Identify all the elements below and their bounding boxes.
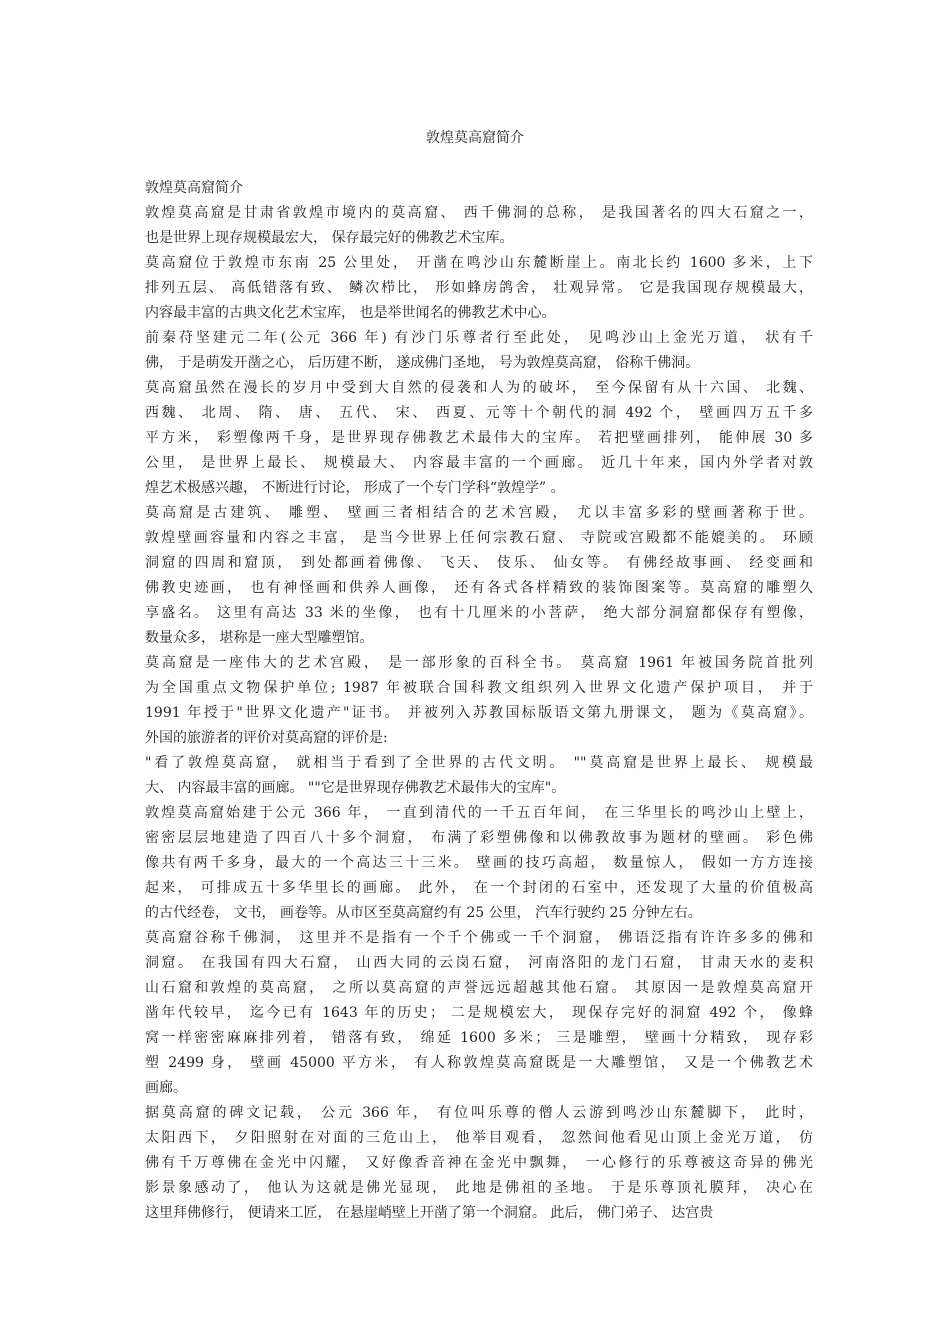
text-line: 也是世界上现存规模最宏大， 保存最完好的佛教艺术宝库。	[145, 230, 514, 246]
text-line: 敦煌壁画容量和内容之丰富， 是当今世界上任何宗教石窟、 寺院或宫殿都不能媲美的。 环顾	[145, 530, 813, 546]
text-line: 公里， 是世界上最长、 规模最大、 内容最丰富的一个画廊。 近几十年来，国内外学者对敦	[145, 455, 813, 471]
text-line: 的古代经卷， 文书， 画卷等。从市区至莫高窟约有 25 公里， 汽车行驶约 25 分钟左右。	[145, 905, 702, 921]
text-line: 佛有千万尊佛在金光中闪耀， 又好像香音神在金光中飘舞， 一心修行的乐尊被这奇异的佛光	[145, 1155, 813, 1171]
text-line: 为全国重点文物保护单位; 1987 年被联合国科教文组织列入世界文化遗产保护项目， 并于	[145, 680, 813, 696]
text-line: 莫高窟虽然在漫长的岁月中受到大自然的侵袭和人为的破坏， 至今保留有从十六国、 北魏、	[145, 380, 813, 396]
text-line: 敦煌莫高窟始建于公元 366 年， 一直到清代的一千五百年间， 在三华里长的鸣沙山上壁上，	[145, 805, 813, 821]
text-line: 洞窟。 在我国有四大石窟， 山西大同的云岗石窟， 河南洛阳的龙门石窟， 甘肃天水的麦积	[145, 955, 813, 971]
text-line: 影景象感动了， 他认为这就是佛光显现， 此地是佛祖的圣地。 于是乐尊顶礼膜拜， 决心在	[145, 1180, 813, 1196]
text-line: 内容最丰富的古典文化艺术宝库， 也是举世闻名的佛教艺术中心。	[145, 305, 556, 321]
text-line: 大、 内容最丰富的画廊。 ""它是世界现存佛教艺术最伟大的宝库"。	[145, 780, 566, 796]
text-line: 莫高窟位于敦煌市东南 25 公里处， 开凿在鸣沙山东麓断崖上。南北长约 1600 多米，上下	[145, 255, 813, 271]
text-line: 佛， 于是萌发开凿之心， 后历建不断， 遂成佛门圣地， 号为敦煌莫高窟， 俗称千佛洞。	[145, 355, 700, 371]
text-line: 莫高窟谷称千佛洞， 这里并不是指有一个千个佛或一千个洞窟， 佛语泛指有许许多多的佛和	[145, 930, 813, 946]
text-line: 前秦苻坚建元二年(公元 366 年) 有沙门乐尊者行至此处， 见鸣沙山上金光万道， 状有千	[145, 330, 813, 346]
text-line: 1991 年授于"世界文化遗产"证书。 并被列入苏教国标版语文第九册课文， 题为《莫高窟》。	[145, 705, 813, 721]
text-line: 平方米， 彩塑像两千身，是世界现存佛教艺术最伟大的宝库。 若把壁画排列， 能伸展 30 多	[145, 430, 813, 446]
text-line: 外国的旅游者的评价对莫高窟的评价是:	[145, 730, 388, 746]
text-line: 画廊。	[145, 1080, 187, 1096]
text-line: 敦煌莫高窟是甘肃省敦煌市境内的莫高窟、 西千佛洞的总称， 是我国著名的四大石窟之一，	[145, 205, 813, 221]
text-line: 享盛名。 这里有高达 33 米的坐像， 也有十几厘米的小菩萨， 绝大部分洞窟都保存有塑像，	[145, 605, 813, 621]
text-line: 莫高窟是古建筑、 雕塑、 壁画三者相结合的艺术宫殿， 尤以丰富多彩的壁画著称于世。	[145, 505, 813, 521]
text-line: 塑 2499 身， 壁画 45000 平方米， 有人称敦煌莫高窟既是一大雕塑馆， 又是一个佛教艺术	[145, 1055, 813, 1071]
text-line: 煌艺术极感兴趣， 不断进行讨论， 形成了一个专门学科“敦煌学” 。	[145, 480, 565, 496]
text-line: 敦煌莫高窟简介	[145, 180, 243, 196]
text-line: 像共有两千多身，最大的一个高达三十三米。 壁画的技巧高超， 数量惊人， 假如一方方连接	[145, 855, 813, 871]
text-line: 这里拜佛修行， 便请来工匠， 在悬崖峭壁上开凿了第一个洞窟。 此后， 佛门弟子、 达宫贵	[145, 1205, 714, 1221]
text-line: 莫高窟是一座伟大的艺术宫殿， 是一部形象的百科全书。 莫高窟 1961 年被国务院首批列	[145, 655, 813, 671]
text-line: 密密层层地建造了四百八十多个洞窟， 布满了彩塑佛像和以佛教故事为题材的壁画。 彩色佛	[145, 830, 813, 846]
text-line: 数量众多， 堪称是一座大型雕塑馆。	[145, 630, 374, 646]
text-line: 窝一样密密麻麻排列着， 错落有致， 绵延 1600 多米； 三是雕塑， 壁画十分精致， 现存彩	[145, 1030, 813, 1046]
text-line: 洞窟的四周和窟顶， 到处都画着佛像、 飞天、 伎乐、 仙女等。 有佛经故事画、 经变画和	[145, 555, 813, 571]
text-line: 起来， 可排成五十多华里长的画廊。 此外， 在一个封闭的石室中，还发现了大量的价值极高	[145, 880, 813, 896]
text-line: 据莫高窟的碑文记载， 公元 366 年， 有位叫乐尊的僧人云游到鸣沙山东麓脚下， 此时，	[145, 1105, 813, 1121]
text-line: "看了敦煌莫高窟， 就相当于看到了全世界的古代文明。 ""莫高窟是世界上最长、 规模最	[145, 755, 813, 771]
text-line: 佛教史迹画， 也有神怪画和供养人画像， 还有各式各样精致的装饰图案等。莫高窟的雕塑久	[145, 580, 813, 596]
text-line: 排列五层、 高低错落有致、 鳞次栉比， 形如蜂房鸽舍， 壮观异常。 它是我国现存规模最大，	[145, 280, 813, 296]
text-line: 山石窟和敦煌的莫高窟， 之所以莫高窟的声誉远远超越其他石窟。 其原因一是敦煌莫高窟开	[145, 980, 813, 996]
text-line: 西魏、 北周、 隋、 唐、 五代、 宋、 西夏、元等十个朝代的洞 492 个， 壁画四万五千多	[145, 405, 813, 421]
document-title: 敦煌莫高窟简介	[426, 130, 524, 146]
text-line: 凿年代较早， 迄今已有 1643 年的历史； 二是规模宏大， 现保存完好的洞窟 492 个， 像蜂	[145, 1005, 813, 1021]
text-line: 太阳西下， 夕阳照射在对面的三危山上， 他举目观看， 忽然间他看见山顶上金光万道， 仿	[145, 1130, 813, 1146]
document-body	[145, 176, 813, 1226]
